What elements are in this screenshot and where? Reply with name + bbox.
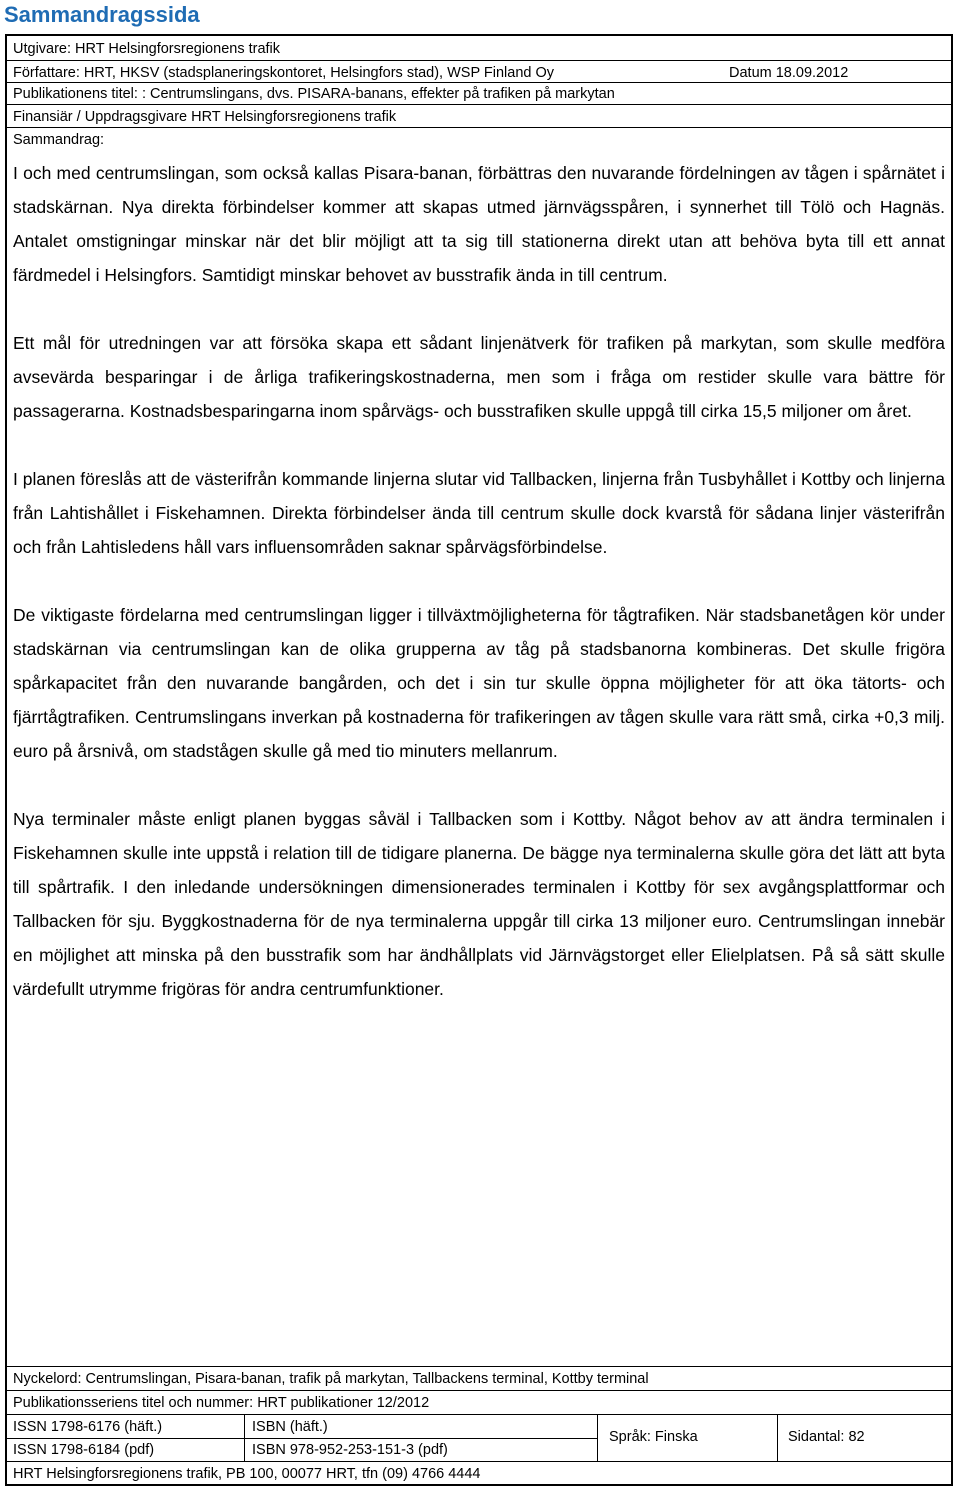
- divider: [5, 1390, 953, 1391]
- summary-paragraph: De viktigaste fördelarna med centrumslingan ligger i tillväxtmöjligheterna för tågtrafiken. När stadsbanetågen kör under stadskärnan via centrumslingan kan de olika grupperna av tåg på stadsbanorna kombineras. Det skulle frigöra spårkapacitet från den nuvarande bangården, och det i sin tur skulle öppna möjligheter för att öka tätorts- och fjärrtågtrafiken. Centrumslingans inverkan på kostnaderna för trafikeringen av tågen skulle vara rätt små, cirka +0,3 milj. euro på årsnivå, om stadstågen skulle gå med tio minuters mellanrum.: [13, 605, 945, 761]
- divider: [5, 82, 953, 83]
- page-title: Sammandragssida: [4, 2, 200, 27]
- issn-pdf: ISSN 1798-6184 (pdf): [13, 1442, 155, 1458]
- summary-paragraph: Ett mål för utredningen var att försöka skapa ett sådant linjenätverk för trafiken på markytan, som skulle medföra avsevärda besparingar i de årliga trafikeringskostnaderna, men som i fråga om restider skulle vara bättre för passagerarna. Kostnadsbesparingarna inom spårvägs- och busstrafiken skulle uppgå till cirka 15,5 miljoner om året.: [13, 333, 945, 421]
- funder-line: Finansiär / Uppdragsgivare HRT Helsingforsregionens trafik: [13, 109, 397, 125]
- date-line: Datum 18.09.2012: [729, 65, 849, 81]
- divider: [244, 1414, 245, 1461]
- summary-paragraph: I och med centrumslingan, som också kallas Pisara-banan, förbättras den nuvarande fördelningen av tågen i spårnätet i stadskärnan. Nya direkta förbindelser kommer att skapas utmed järnvägsspåren, i synnerhet till Tölö och Hagnäs. Antalet omstigningar minskar när det blir möjligt att ta sig till stationerna direkt utan att behöva byta till ett annat färdmedel i Helsingfors. Samtidigt minskar behovet av busstrafik ända in till centrum.: [13, 163, 945, 285]
- divider: [5, 127, 953, 128]
- series-line: Publikationsseriens titel och nummer: HRT publikationer 12/2012: [13, 1395, 430, 1411]
- language-field: Språk: Finska: [609, 1429, 698, 1445]
- divider: [5, 1366, 953, 1367]
- isbn-print: ISBN (häft.): [252, 1419, 328, 1435]
- summary-paragraph: I planen föreslås att de västerifrån kommande linjerna slutar vid Tallbacken, linjerna från Tusbyhållet i Kottby och linjerna från Lahtishållet i Fiskehamnen. Direkta förbindelser ända till centrum skulle dock kvarstå för sådana linjer västerifrån och från Lahtisledens håll vars influensområden saknar spårvägsförbindelse.: [13, 469, 945, 557]
- summary-label: Sammandrag:: [13, 132, 105, 148]
- divider: [5, 104, 953, 105]
- divider: [777, 1414, 778, 1461]
- divider: [5, 60, 953, 61]
- summary-body: [13, 156, 945, 1040]
- publisher-line: Utgivare: HRT Helsingforsregionens trafik: [13, 41, 281, 57]
- divider: [5, 1461, 953, 1462]
- publication-title-line: Publikationens titel: : Centrumslingans, dvs. PISARA-banans, effekter på trafiken på markytan: [13, 86, 615, 102]
- issn-print: ISSN 1798-6176 (häft.): [13, 1419, 163, 1435]
- divider: [5, 1438, 597, 1439]
- address-line: HRT Helsingforsregionens trafik, PB 100, 00077 HRT, tfn (09) 4766 4444: [13, 1466, 481, 1482]
- summary-paragraph: Nya terminaler måste enligt planen byggas såväl i Tallbacken som i Kottby. Något behov av att ändra terminalen i Fiskehamnen skulle inte uppstå i relation till de tidigare planerna. De bägge nya terminalerna skulle göra det lätt att byta till spårtrafik. I den inledande undersökningen dimensionerades terminalen i Kottby för sex avgångsplattformar och Tallbacken för sju. Byggkostnaderna för de nya terminalerna uppgår till cirka 13 miljoner euro. Centrumslingan innebär en möjlighet att minska på den busstrafik som har ändhållplats vid Järnvägstorget eller Elielplatsen. På så sätt skulle värdefullt utrymme frigöras för andra centrumfunktioner.: [13, 809, 945, 999]
- isbn-pdf: ISBN 978-952-253-151-3 (pdf): [252, 1442, 448, 1458]
- divider: [597, 1414, 598, 1461]
- keywords-line: Nyckelord: Centrumslingan, Pisara-banan, trafik på markytan, Tallbackens terminal, Kottby terminal: [13, 1371, 649, 1387]
- divider: [5, 1414, 953, 1415]
- authors-line: Författare: HRT, HKSV (stadsplaneringskontoret, Helsingfors stad), WSP Finland Oy: [13, 65, 555, 81]
- page-count-field: Sidantal: 82: [788, 1429, 865, 1445]
